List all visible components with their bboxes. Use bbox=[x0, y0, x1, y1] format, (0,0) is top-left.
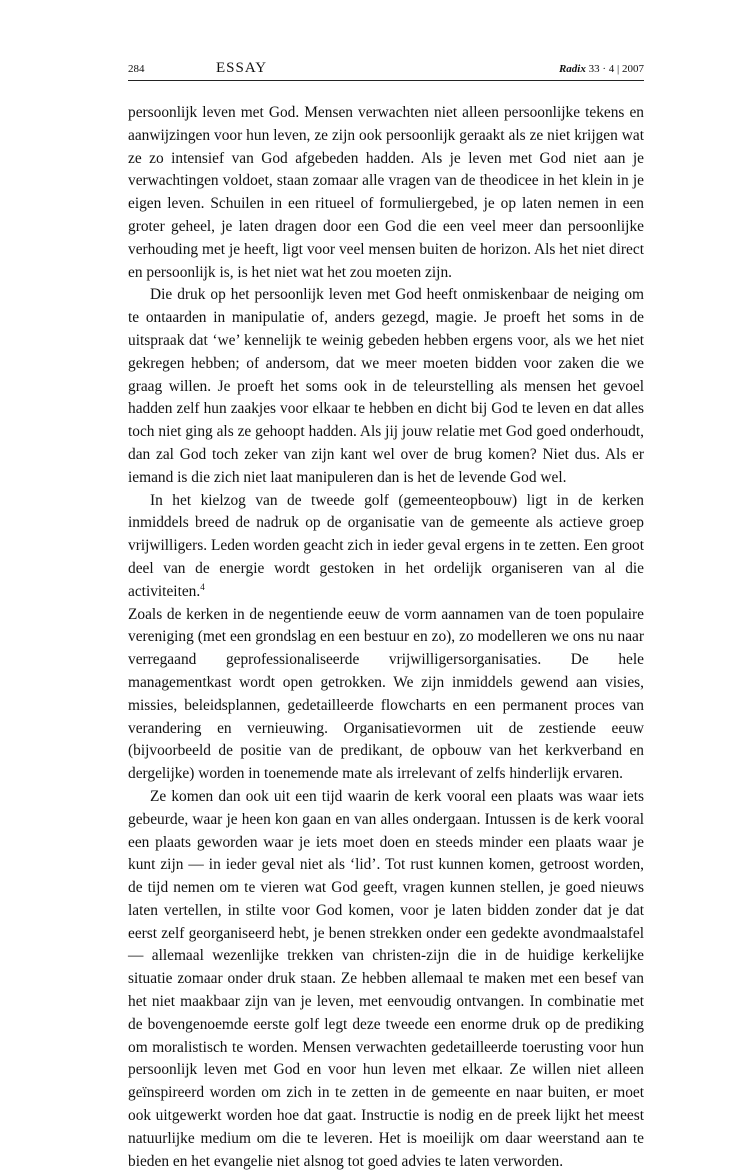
journal-info bbox=[559, 63, 644, 75]
journal-name: Radix bbox=[558, 63, 586, 75]
paragraph-3-part-1: In het kielzog van de tweede golf (gemeenteopbouw) ligt in de kerken inmiddels breed de nadruk op de organisatie van de gemeente als actieve groep vrijwilligers. Leden worden geacht zich in ieder geval ergens in te zetten. Een groot deel van de energie wordt gestoken in het ordelijk organiseren van al die activiteiten. bbox=[128, 491, 644, 600]
paragraph-1: persoonlijk leven met God. Mensen verwachten niet alleen persoonlijke tekens en aanwijzingen voor hun leven, ze zijn ook persoonlijk geraakt als ze niet krijgen wat ze zo intensief van God afgebeden hadden. Als je leven met God niet aan je verwachtingen voldoet, staan zomaar alle vragen van de theodicee in het klein in je eigen leven. Schuilen in een ritueel of formuliergebed, je op laten nemen in een groter geheel, je laten dragen door een God die een veel meer dan persoonlijke verhouding met je heeft, ligt voor veel mensen buiten de horizon. Als het niet direct en persoonlijk is, is het niet wat het zou moeten zijn. bbox=[128, 104, 644, 281]
paragraph-3-part-2: Zoals de kerken in de negentiende eeuw de vorm aannamen van de toen populaire vereniging (met een grondslag en een bestuur en zo), zo modelleren we ons nu naar verregaand geprofessionaliseerde vrijwilligersorganisaties. De hele managementkast wordt open getrokken. We zijn inmiddels gewend aan visies, missies, beleidsplannen, gedetailleerde flowcharts en een permanent proces van verandering en vernieuwing. Organisatievormen uit de zestiende eeuw (bijvoorbeeld de positie van de predikant, de opbouw van het kerkverband en dergelijke) worden in toenemende mate als irrelevant of zelfs hinderlijk ervaren. bbox=[128, 605, 644, 783]
paragraph-3 bbox=[128, 490, 644, 786]
footnote-marker: 4 bbox=[200, 581, 205, 592]
page-number: 284 bbox=[128, 63, 145, 75]
section-title: ESSAY bbox=[216, 60, 268, 76]
running-header bbox=[128, 60, 644, 84]
body-text bbox=[128, 102, 644, 1173]
paragraph-2: Die druk op het persoonlijk leven met God heeft onmiskenbaar de neiging om te ontaarden in manipulatie of, anders gezegd, magie. Je proeft het soms in de uitspraak dat ‘we’ kennelijk te weinig gebeden hebben ergens voor, als we het niet gekregen hebben; of andersom, dat we meer moeten bidden voor zaken die we graag willen. Je proeft het soms ook in de teleurstelling als mensen het gevoel hadden zelf hun zaakjes voor elkaar te hebben en dicht bij God te leven en dat alles toch niet ging als ze gehoopt hadden. Als jij jouw relatie met God goed onderhoudt, dan zal God toch zeker van zijn kant wel over de brug komen? Niet dus. Als er iemand is die zich niet laat manipuleren dan is het de levende God wel. bbox=[128, 286, 644, 486]
journal-issue: 33 · 4 | 2007 bbox=[588, 63, 644, 75]
paragraph-4: Ze komen dan ook uit een tijd waarin de kerk vooral een plaats was waar iets gebeurde, waar je heen kon gaan en van alles ondergaan. Intussen is de kerk vooral een plaats geworden waar je iets moet doen en steeds minder een plaats waar je kunt zijn — in ieder geval niet als ‘lid’. Tot rust kunnen komen, getroost worden, de tijd nemen om te vieren wat God geeft, vragen kunnen stellen, je goed nieuws laten vertellen, in stilte voor God komen, voor je laten bidden zonder dat je dat eerst zelf georganiseerd hebt, je benen strekken onder een gedekte avondmaalstafel — allemaal wezenlijke trekken van christen-zijn die in de huidige kerkelijke situatie zomaar onder druk staan. Ze hebben allemaal te maken met een besef van het niet maakbaar zijn van je leven, met eenvoudig ontvangen. In combinatie met de bovengenoemde eerste golf legt deze tweede een enorme druk op de prediking om moralistisch te worden. Mensen verwachten gedetailleerde toerusting voor hun persoonlijk leven met God en voor hun leven met elkaar. Ze willen niet alleen geïnspireerd worden om zich in te zetten in de gemeente en naar buiten, er moet ook uitgewerkt worden hoe dat gaat. Instructie is nodig en de preek lijkt het meest natuurlijke medium om die te leveren. Het is moeilijk om daar weerstand aan te bieden en het evangelie niet alsnog tot goed advies te laten verworden. bbox=[128, 787, 644, 1170]
header-rule bbox=[128, 80, 644, 81]
